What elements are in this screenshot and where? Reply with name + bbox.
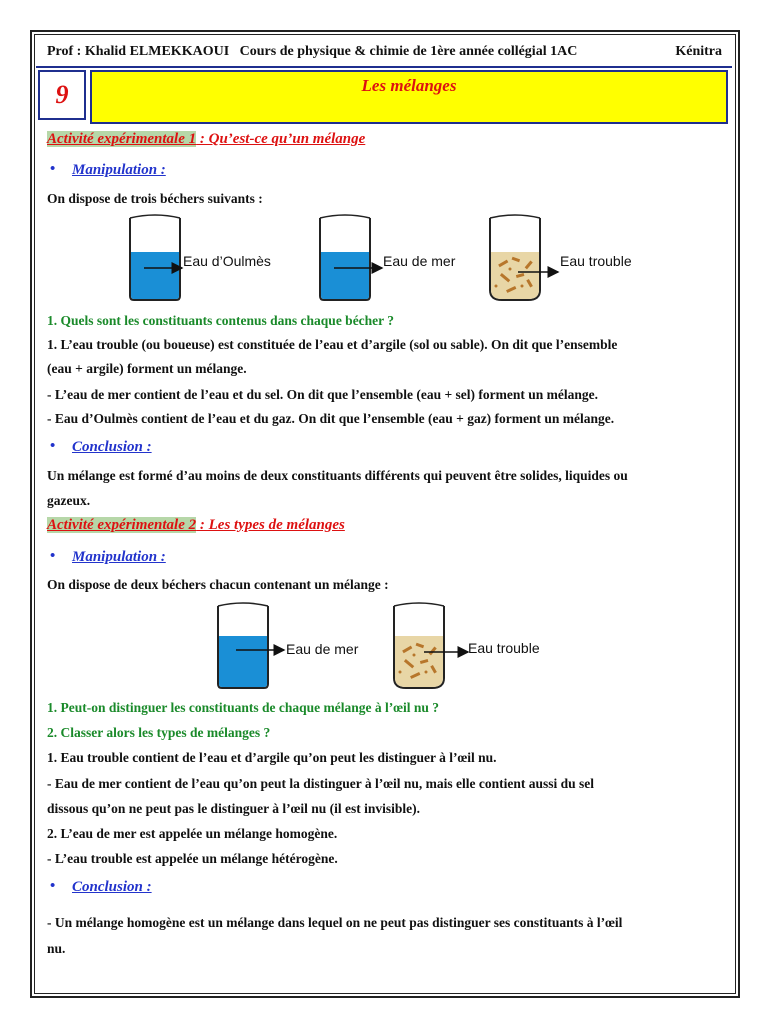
beaker-4: [218, 603, 359, 688]
activity2-conclusion-label: • Conclusion :: [72, 879, 152, 896]
activity2-question-2: 2. Classer alors les types de mélanges ?: [47, 725, 271, 740]
beaker-1-label: Eau d’Oulmès: [183, 253, 271, 269]
activity2-intro: On dispose de deux béchers chacun contenant un mélange :: [47, 577, 389, 592]
activity2-title: [47, 517, 345, 534]
beaker-1: [130, 215, 271, 300]
activity2-title-highlight: Activité expérimentale 2: [47, 517, 197, 533]
activity1-conclusion-1: Un mélange est formé d’au moins de deux constituants différents qui peuvent être solides, liquides ou: [47, 468, 628, 483]
activity2-answer-3: dissous qu’on ne peut pas le distinguer à l’œil nu (il est invisible).: [47, 801, 420, 816]
activity1-question: 1. Quels sont les constituants contenus dans chaque bécher ?: [47, 313, 395, 328]
page-header: [47, 44, 722, 62]
activity1-title-highlight: Activité expérimentale 1: [47, 131, 197, 147]
activity1-answer-4: - Eau d’Oulmès contient de l’eau et du gaz. On dit que l’ensemble (eau + gaz) forment un mélange.: [47, 411, 615, 426]
activity1-manipulation-label: • Manipulation :: [72, 162, 166, 179]
activity2-answer-1: 1. Eau trouble contient de l’eau et d’argile qu’on peut les distinguer à l’œil nu.: [47, 750, 497, 765]
activity2-title-rest: : Les types de mélanges: [196, 517, 345, 533]
beaker-5-label: Eau trouble: [468, 640, 540, 656]
beaker-5: [394, 603, 540, 688]
activity2-question-1: 1. Peut-on distinguer les constituants de chaque mélange à l’œil nu ?: [47, 700, 440, 715]
activity2-answer-2: - Eau de mer contient de l’eau qu’on peut la distinguer à l’œil nu, mais elle contient aussi du sel: [47, 776, 595, 791]
activity2-answer-4: 2. L’eau de mer est appelée un mélange homogène.: [47, 826, 338, 841]
activity1-intro: On dispose de trois béchers suivants :: [47, 191, 263, 206]
lesson-title: Les mélanges: [90, 70, 728, 124]
header-prof-course: Prof : Khalid ELMEKKAOUI Cours de physique & chimie de 1ère année collégial 1AC: [47, 44, 578, 59]
activity1-beakers: [120, 212, 680, 304]
activity1-answer-1: 1. L’eau trouble (ou boueuse) est constituée de l’eau et d’argile (sol ou sable). On dit que l’ensemble: [47, 337, 618, 352]
activity2-answer-5: - L’eau trouble est appelée un mélange hétérogène.: [47, 851, 338, 866]
activity2-manipulation-label: • Manipulation :: [72, 549, 166, 566]
activity1-title-rest: : Qu’est-ce qu’un mélange: [196, 131, 366, 147]
beaker-4-label: Eau de mer: [286, 641, 359, 657]
activity2-beakers: [208, 600, 608, 692]
beaker-3: [490, 215, 632, 300]
activity2-conclusion-1: - Un mélange homogène est un mélange dans lequel on ne peut pas distinguer ses constituants à l’œil: [47, 915, 623, 930]
header-separator: [36, 66, 732, 68]
header-city: Kénitra: [675, 44, 722, 59]
activity1-title: [47, 131, 365, 148]
beaker-3-label: Eau trouble: [560, 253, 632, 269]
activity1-answer-2: (eau + argile) forment un mélange.: [47, 361, 247, 376]
activity1-conclusion-2: gazeux.: [47, 493, 91, 508]
beaker-2-label: Eau de mer: [383, 253, 456, 269]
beaker-2: [320, 215, 456, 300]
activity1-conclusion-label: • Conclusion :: [72, 439, 152, 456]
activity1-answer-3: - L’eau de mer contient de l’eau et du sel. On dit que l’ensemble (eau + sel) forment un mélange.: [47, 387, 599, 402]
activity2-conclusion-2: nu.: [47, 941, 66, 956]
lesson-number: 9: [38, 70, 86, 120]
